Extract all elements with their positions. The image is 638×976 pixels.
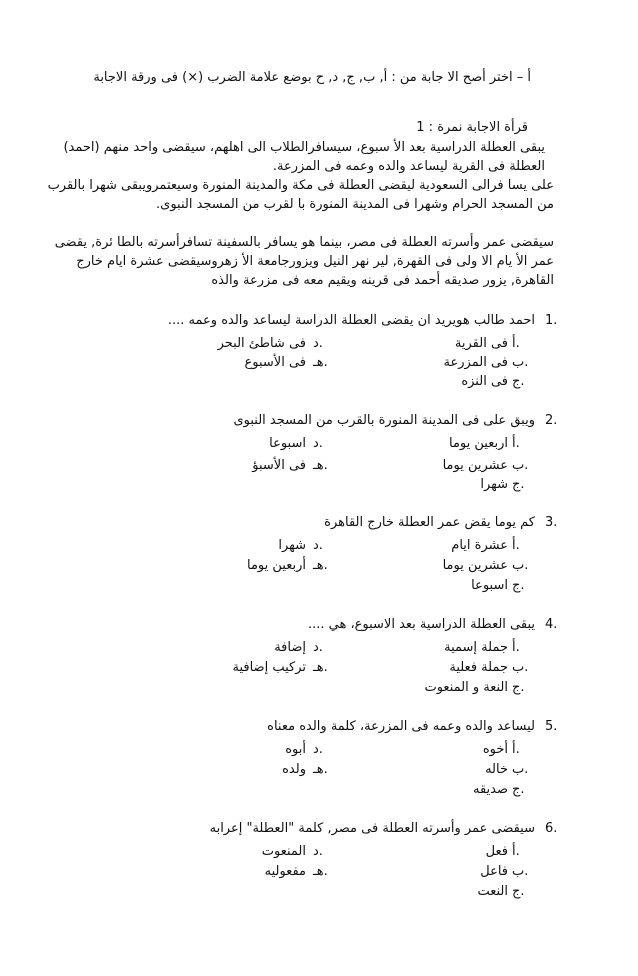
option-b-letter: ب. <box>512 458 529 473</box>
option-b: عشرين يوما <box>442 558 508 573</box>
option-d-letter: د. <box>313 436 323 451</box>
question-number: 4. <box>545 617 558 632</box>
option-b-letter: ب. <box>512 762 529 777</box>
option-a-letter: أ. <box>512 436 520 451</box>
question-number: 2. <box>545 413 558 428</box>
question-number: 6. <box>545 821 558 836</box>
option-a-letter: أ. <box>512 844 520 859</box>
option-e-letter: هـ. <box>313 762 328 777</box>
option-c-letter: ج. <box>512 374 525 389</box>
question-text: احمد طالب هويريد ان يقضى العطلة الدراسة ليساعد والده وعمه .... <box>167 313 535 328</box>
option-d: اسبوعا <box>269 436 306 451</box>
option-b: خاله <box>485 762 508 777</box>
option-a: أخوه <box>482 742 508 757</box>
option-a: فعل <box>485 844 508 859</box>
option-c: شهرا <box>480 477 508 492</box>
option-a: فى القرية <box>454 336 508 351</box>
option-a: اربعين يوما <box>449 436 508 451</box>
passage2-line-3: القاهرة, يزور صديقه أحمد فى قرينه ويقيم معه فى مزرعة والذه <box>211 273 554 288</box>
option-b: فى المزرعة <box>443 355 508 370</box>
option-c-letter: ج. <box>512 782 525 797</box>
option-b-letter: ب. <box>512 355 529 370</box>
question-text: ليساعد والده وعمه فى المزرعة، كلمة والده معناه <box>267 719 535 734</box>
passage1-line-2: العطلة فى القرية ليساعد والده وعمه فى المزرعة. <box>272 159 545 174</box>
option-e: تركيب إضافية <box>232 660 306 675</box>
question-text: كم يوما يقض عمر العطلة خارج القاهرة <box>324 515 535 530</box>
option-e-letter: هـ. <box>313 458 328 473</box>
option-a-letter: أ. <box>512 742 520 757</box>
option-b-letter: ب. <box>512 558 529 573</box>
option-a: جملة إسمية <box>444 640 508 655</box>
option-a-letter: أ. <box>512 640 520 655</box>
option-d-letter: د. <box>313 538 323 553</box>
option-c: النعت <box>477 884 508 899</box>
option-e-letter: هـ. <box>313 558 328 573</box>
option-d: شهرا <box>278 538 306 553</box>
option-d: المنعوت <box>261 844 306 859</box>
question-text: سيقضى عمر وأسرته العطلة فى مصر, كلمة "العطلة" إعرابه <box>209 821 535 836</box>
option-d-letter: د. <box>313 844 323 859</box>
option-d: فى شاطئ البحر <box>217 336 306 351</box>
question-number: 5. <box>545 719 558 734</box>
passage2-line-1: سيقضى عمر وأسرته العطلة فى مصر، بينما هو يسافر بالسفينة تسافرأسرته بالطا ئرة, يقضى <box>54 235 554 250</box>
option-e: فى الأسبوع <box>244 355 306 370</box>
option-e-letter: هـ. <box>313 355 328 370</box>
reading-title: قرأة الاجابة نمرة : 1 <box>416 120 528 135</box>
question-text: ويبق على فى المدينة المنورة بالقرب من المسجد النبوى <box>233 413 535 428</box>
option-b: فاعل <box>480 864 508 879</box>
option-a-letter: أ. <box>512 336 520 351</box>
passage1-line-1: يبقى العطلة الدراسية بعد الأ سبوع، سيسافرالطلاب الى اهلهم، سيقضى واحد منهم (احمد) <box>63 140 545 155</box>
option-b: جملة فعلية <box>449 660 508 675</box>
option-e-letter: هـ. <box>313 864 328 879</box>
instruction-header: أ – اختر أصح الا جابة من : أ, ب, ج, د, ح بوضع علامة الضرب (×) فى ورقة الاجابة <box>93 70 531 85</box>
option-c: اسبوعا <box>471 578 508 593</box>
option-a-letter: أ. <box>512 538 520 553</box>
option-c-letter: ج. <box>512 578 525 593</box>
question-text: يبقى العطلة الدراسية بعد الاسبوع، هي .... <box>307 617 535 632</box>
option-c: صديقه <box>472 782 508 797</box>
option-e: فى الأسبؤ <box>252 458 306 473</box>
option-d-letter: د. <box>313 742 323 757</box>
option-b: عشرين يوما <box>442 458 508 473</box>
option-d-letter: د. <box>313 640 323 655</box>
question-number: 3. <box>545 515 558 530</box>
option-b-letter: ب. <box>512 864 529 879</box>
option-e: مفعوليه <box>264 864 306 879</box>
option-c: فى النزه <box>461 374 508 389</box>
passage1-line-3: على يسا فرالى السعودية ليقضى العطلة فى مكة والمدينة المنورة وسيعتمرويبقى شهرا بالقرب <box>47 178 554 193</box>
passage2-line-2: عمر الأ يام الا ولى فى القهرة, لير نهر النيل ويزورجامعة الأ زهروسيقضى عشرة ايام خارج <box>76 254 554 269</box>
option-d: أبوه <box>285 742 306 757</box>
option-a: عشرة ايام <box>451 538 508 553</box>
option-b-letter: ب. <box>512 660 529 675</box>
question-number: 1. <box>545 313 558 328</box>
option-d-letter: د. <box>313 336 323 351</box>
option-c: النعة و المنعوت <box>424 680 508 695</box>
option-e-letter: هـ. <box>313 660 328 675</box>
passage1-line-4: من المسجد الحرام وشهرا فى المدينة المنورة با لقرب من المسجد النبوى. <box>156 197 554 212</box>
option-e: ولده <box>282 762 306 777</box>
option-d: إضافة <box>274 640 306 655</box>
option-c-letter: ج. <box>512 884 525 899</box>
option-c-letter: ج. <box>512 477 525 492</box>
option-e: أربعين يوما <box>247 558 306 573</box>
option-c-letter: ج. <box>512 680 525 695</box>
